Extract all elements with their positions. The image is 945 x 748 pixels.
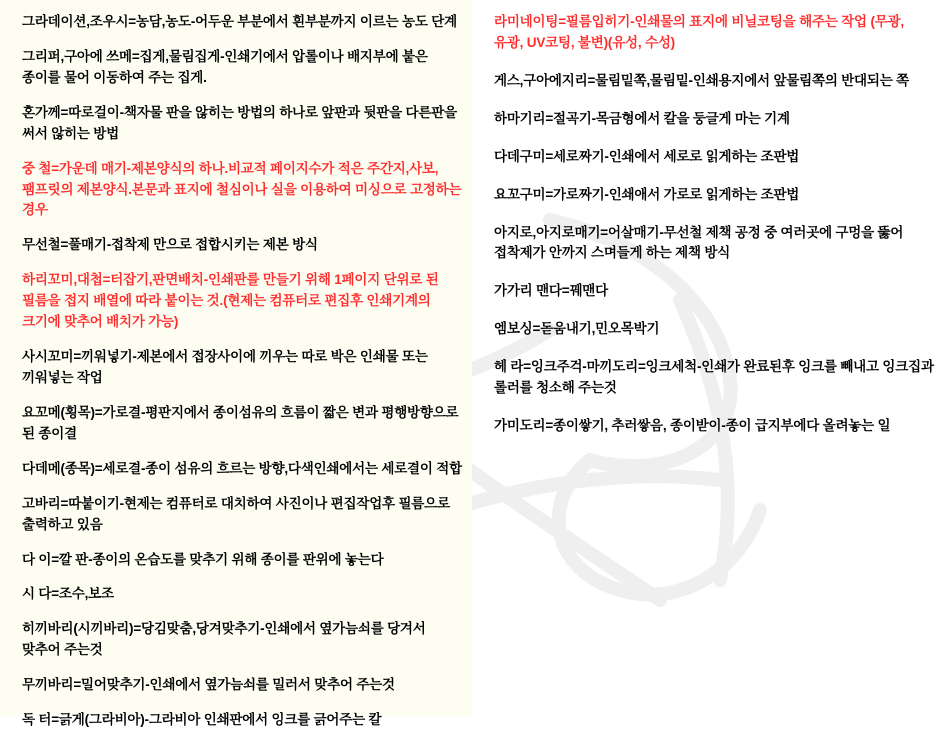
left-column-entry: 그라데이션,조우시=농담,농도-어두운 부분에서 흰부분까지 이르는 농도 단계 [22, 14, 457, 29]
left-column-entry: 다데메(종목)=세로결-종이 섬유의 흐르는 방향,다색인쇄에서는 세로결이 적합 [22, 460, 462, 476]
left-column-entry: 그리퍼,구아에 쓰메=집게,물림집게-인쇄기에서 압롤이나 배지부에 붙은 종이를 물어 이동하여 주는 집게. [22, 48, 428, 85]
right-column-entry: 가미도리=종이쌓기, 추러쌓음, 종이받이-종이 급지부에다 올려놓는 일 [494, 418, 891, 434]
right-column-entry: 가가리 맨다=꿰맨다 [494, 283, 608, 299]
right-text-column [472, 0, 945, 748]
left-column-entry: 고바리=따붙이기-현제는 컴퓨터로 대치하여 사진이나 편집작업후 필름으로 출력하고 있음 [22, 495, 450, 532]
left-column-entry: 사시꼬미=끼워넣기-제본에서 접장사이에 끼우는 따로 박은 인쇄물 또는 끼워넣는 작업 [22, 349, 428, 385]
right-column-entry: 하마기리=절곡기-목금형에서 칼을 둥글게 마는 기계 [494, 110, 790, 126]
left-column-entry: 히끼바리(시끼바리)=당김맞춤,당겨맞추기-인쇄에서 옆가늠쇠를 당겨서 맞추어 주는것 [22, 621, 426, 658]
left-text-column [0, 0, 472, 728]
left-column-entry: 무끼바리=밀어맞추기-인쇄에서 옆가늠쇠를 밀러서 맞추어 주는것 [22, 677, 395, 693]
left-column-entry: 시 다=조수,보조 [22, 586, 114, 602]
left-column-entry: 요꼬메(횡목)=가로결-평판지에서 종이섬유의 흐름이 짧은 변과 평행방향으로 된 종이결 [22, 404, 459, 441]
left-column-entry: 다 이=깔 판-종이의 온습도를 맞추기 위해 종이를 판위에 놓는다 [22, 551, 384, 567]
right-column-entry: 헤 라=잉크주걱-마끼도리=잉크세척-인쇄가 완료된후 잉크를 빼내고 잉크집과 롤러를 청소해 주는것 [494, 359, 934, 396]
right-column-entry: 엠보싱=돋움내기,민오목박기 [494, 321, 660, 337]
left-column-entry: 무선철=풀매기-접착제 만으로 접합시키는 제본 방식 [22, 237, 318, 253]
left-column-entry: 하리꼬미,대첩=터잡기,판면배치-인쇄판를 만들기 위해 1페이지 단위로 된 필름을 접지 배열에 따라 붙이는 것.(현제는 컴퓨터로 편집후 인쇄기계의 크기에 맞추어 배치가 가능) [22, 272, 439, 330]
left-column-entry: 독 터=긁게(그라비아)-그라비아 인쇄판에서 잉크를 긁어주는 칼 [22, 712, 382, 728]
right-column-entry: 요꼬구미=가로짜기-인쇄애서 가로로 읽게하는 조판법 [494, 186, 800, 202]
left-column-entry: 중 철=가운데 매기-제본양식의 하나.비교적 페이지수가 적은 주간지,사보,팸프릿의 제본양식.본문과 표지에 철심이나 실을 이용하여 미싱으로 고정하는 경우 [22, 160, 462, 218]
right-column-entry: 라미네이팅=필름입히기-인쇄물의 표지에 비닐코팅을 해주는 작업 (무광, 유광, UV코팅, 불변)(유성, 수성) [494, 14, 904, 50]
right-column-entry: 게스,구아에지리=물림밑쪽,물림밑-인쇄용지에서 앞물림쪽의 반대되는 쪽 [494, 72, 909, 88]
right-column-entry: 아지로,아지로매기=어살매기-무선철 제책 공정 중 여러곳에 구멍을 뚫어 접착제가 안까지 스며들게 하는 제책 방식 [494, 224, 904, 261]
right-column-entry: 다데구미=세로짜기-인쇄에서 세로로 읽게하는 조판법 [494, 148, 800, 164]
left-column-entry: 혼가께=따로걸이-책자물 판을 않히는 방법의 하나로 앞판과 뒷판을 다른판을 써서 않히는 방법 [22, 104, 457, 141]
